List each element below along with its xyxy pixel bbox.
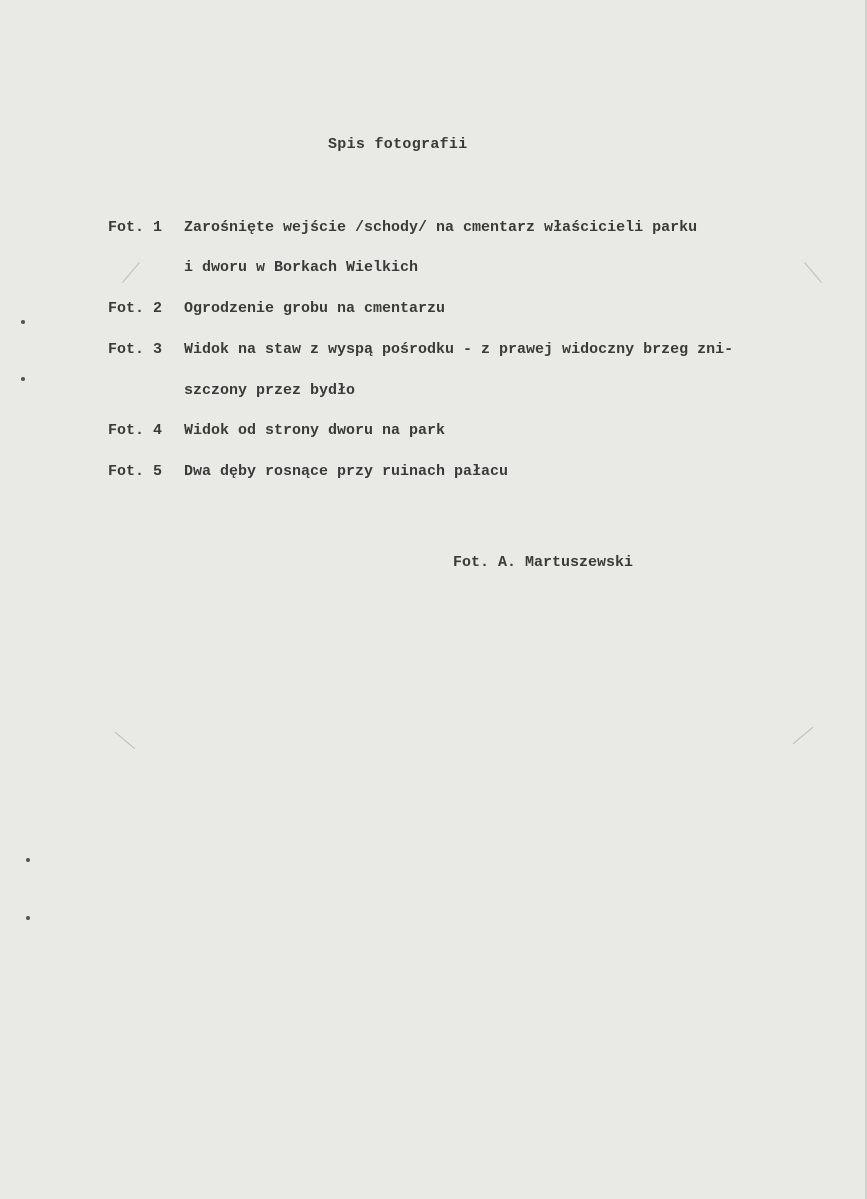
list-item-fot-4: [108, 421, 445, 441]
entry-label: Fot. 2: [108, 300, 163, 317]
paper-scratch: [804, 262, 821, 283]
entry-label: Fot. 3: [108, 341, 163, 358]
entry-continuation: szczony przez bydło: [184, 382, 356, 399]
entry-text: Widok od strony dworu na park: [184, 422, 446, 439]
entry-text: Zarośnięte wejście /schody/ na cmentarz właścicieli parku: [184, 219, 698, 236]
list-item-fot-5: [108, 462, 508, 482]
paper-scratch: [793, 727, 814, 744]
list-item-fot-3: [108, 340, 733, 360]
paper-scratch: [115, 732, 136, 749]
photographer-signature: Fot. A. Martuszewski: [453, 554, 634, 571]
punch-mark: [26, 916, 30, 920]
entry-label: Fot. 1: [108, 219, 163, 236]
entry-label: Fot. 4: [108, 422, 163, 439]
page-title: Spis fotografii: [328, 136, 468, 153]
list-item-fot-2: [108, 299, 445, 319]
punch-mark: [21, 320, 25, 324]
entry-text: Ogrodzenie grobu na cmentarzu: [184, 300, 446, 317]
entry-label: Fot. 5: [108, 463, 163, 480]
entry-continuation: i dworu w Borkach Wielkich: [184, 259, 419, 276]
entry-text: Dwa dęby rosnące przy ruinach pałacu: [184, 463, 509, 480]
punch-mark: [26, 858, 30, 862]
list-item-fot-1: [108, 218, 697, 238]
entry-text: Widok na staw z wyspą pośrodku - z prawej widoczny brzeg zni-: [184, 341, 734, 358]
punch-mark: [21, 377, 25, 381]
paper-scratch: [122, 262, 139, 283]
